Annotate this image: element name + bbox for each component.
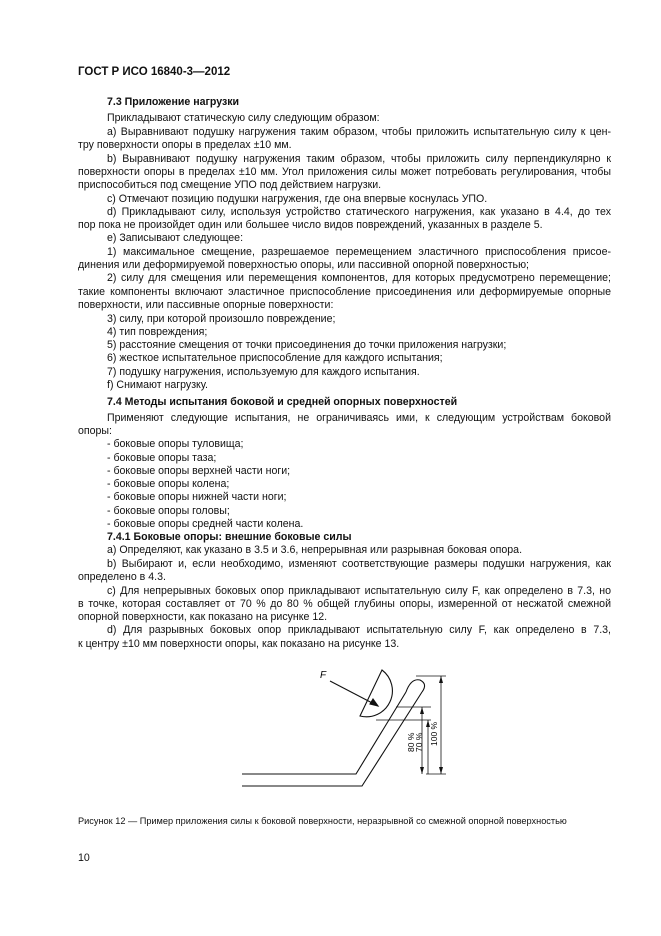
text-line: - боковые опоры колена;: [107, 478, 230, 490]
text-line: - боковые опоры нижней части ноги;: [107, 491, 287, 503]
text-line: с) Для непрерывных боковых опор прикладывают испытательную силу F, как определено в 7.3, но: [107, 585, 611, 597]
text-line: - боковые опоры средней части колена.: [107, 518, 304, 530]
text-line: - боковые опоры таза;: [107, 452, 217, 464]
loading-pad: [360, 670, 392, 717]
support-tip: [406, 680, 425, 692]
text-line: а) Определяют, как указано в 3.5 и 3.6, непрерывная или разрывная боковая опора.: [107, 544, 523, 556]
text-line: - боковые опоры верхней части ноги;: [107, 465, 291, 477]
text-line: а) Выравнивают подушку нагружения таким образом, чтобы приложить испытательную силу к цен-: [107, 126, 611, 138]
text-line: 4) тип повреждения;: [107, 326, 208, 338]
text-line: 7) подушку нагружения, используемую для каждого испытания.: [107, 366, 420, 378]
text-line: с) Отмечают позицию подушки нагружения, где она впервые коснулась УПО.: [107, 193, 488, 205]
text-line: опорной поверхности, как показано на рисунке 12.: [78, 611, 328, 623]
text-line: пор пока не произойдет один или большее число видов повреждений, указанных в разделе 5.: [78, 219, 543, 231]
text-line: опоры:: [78, 425, 112, 437]
text-line: 7.4.1 Боковые опоры: внешние боковые силы: [107, 531, 352, 543]
text-line: Прикладывают статическую силу следующим образом:: [107, 112, 380, 124]
text-line: такие компоненты включают эластичное приспособление присоединения или деформируемые опорные: [78, 286, 611, 298]
text-line: тру поверхности опоры в пределах ±10 мм.: [78, 139, 292, 151]
dim-70-label: 70 %: [414, 732, 424, 752]
text-line: - боковые опоры туловища;: [107, 438, 244, 450]
dim-100-label: 100 %: [429, 721, 439, 746]
text-line: 7.3 Приложение нагрузки: [107, 96, 240, 108]
text-line: b) Выравнивают подушку нагружения таким образом, чтобы приложить силу перпендикулярно к: [107, 153, 611, 165]
figure-caption: Рисунок 12 — Пример приложения силы к боковой поверхности, неразрывной со смежной опорной поверхностью: [78, 816, 567, 826]
text-line: Применяют следующие испытания, не ограничиваясь ими, к следующим устройствам боковой: [107, 412, 611, 424]
text-line: поверхности, или пассивные опорные поверхности:: [78, 299, 334, 311]
text-line: - боковые опоры головы;: [107, 505, 230, 517]
adjacent-support-surface: [242, 692, 406, 774]
text-line: к центру ±10 мм поверхности опоры, как показано на рисунке 13.: [78, 638, 400, 650]
text-line: 2) силу для смещения или перемещения компонентов, для которых предусмотрено перемещение;: [107, 272, 611, 284]
text-line: b) Выбирают и, если необходимо, изменяют соответствующие размеры подушки нагружения, как: [107, 558, 611, 570]
text-line: d) Прикладывают силу, используя устройство статического нагружения, как указано в 4.4, до тех: [107, 206, 611, 218]
force-label: F: [320, 670, 327, 681]
page-number: 10: [78, 852, 90, 864]
text-line: в точке, которая составляет от 70 % до 80 % общей глубины опоры, измеренной от несжатой смежной: [78, 598, 611, 610]
text-line: 6) жесткое испытательное приспособление для каждого испытания;: [107, 352, 443, 364]
document-header: ГОСТ Р ИСО 16840-3—2012: [78, 66, 231, 78]
text-line: d) Для разрывных боковых опор прикладывают испытательную силу F, как определено в 7.3,: [107, 624, 611, 636]
text-line: динения или деформируемой поверхностью опоры, или пассивной опорной поверхностью;: [78, 259, 529, 271]
text-line: 7.4 Методы испытания боковой и средней опорных поверхностей: [107, 396, 458, 408]
text-line: 5) расстояние смещения от точки присоединения до точки приложения нагрузки;: [107, 339, 507, 351]
text-line: е) Записывают следующее:: [107, 232, 244, 244]
text-line: определено в 4.3.: [78, 571, 166, 583]
dim-80-label: 80 %: [406, 732, 416, 752]
text-line: приспособиться под смещение УПО под действием нагрузки.: [78, 179, 382, 191]
text-line: поверхности опоры в пределах ±10 мм. Угол приложения силы может потребовать регулирования, чтобы: [78, 166, 611, 178]
text-line: 1) максимальное смещение, разрешаемое перемещением эластичного приспособления присое-: [107, 246, 611, 258]
text-line: f) Снимают нагрузку.: [107, 379, 208, 391]
force-arrow-head: [370, 699, 378, 706]
figure-12-diagram: [236, 660, 476, 805]
support-lateral-outline: [242, 692, 422, 786]
text-line: 3) силу, при которой произошло повреждение;: [107, 313, 336, 325]
